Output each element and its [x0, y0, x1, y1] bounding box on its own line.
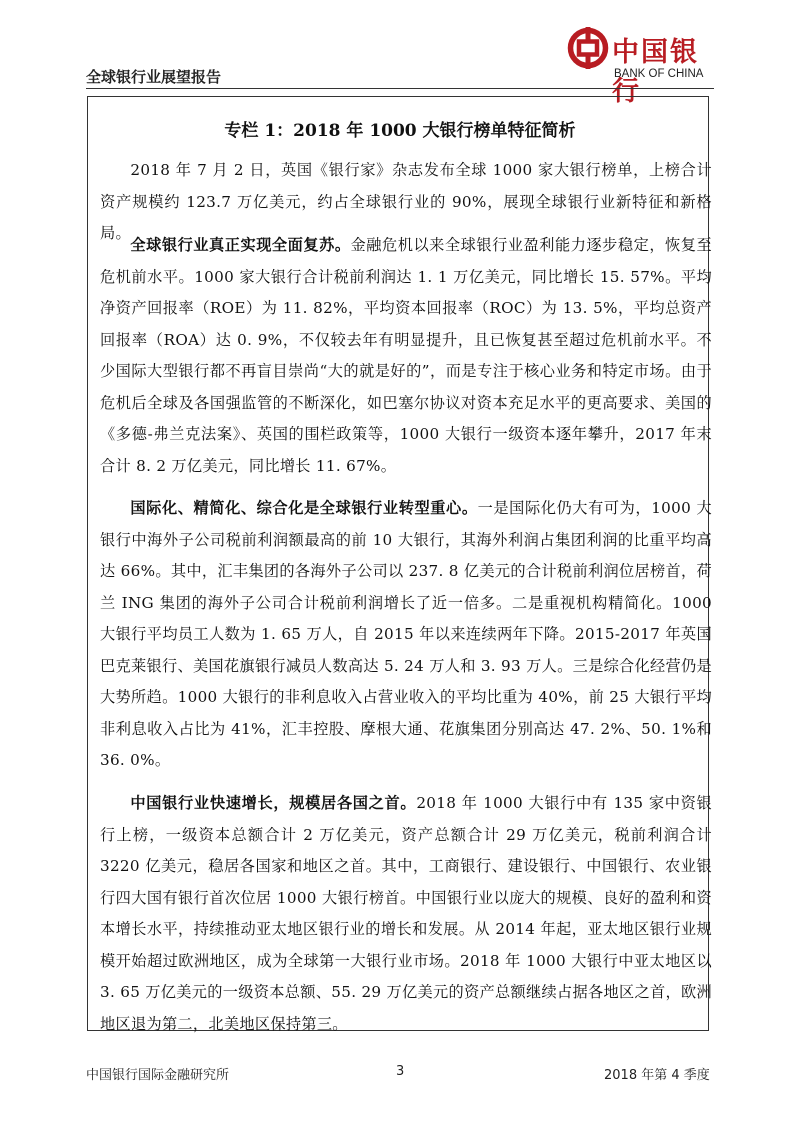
box-title: 专栏 1：2018 年 1000 大银行榜单特征简析: [224, 121, 576, 141]
paragraph-lead: 全球银行业真正实现全面复苏。: [130, 236, 351, 254]
logo-text: 中国银行: [612, 37, 699, 107]
footer-page-number: 3: [396, 1064, 405, 1079]
report-title: 全球银行业展望报告: [86, 68, 222, 86]
logo-subtext: BANK OF CHINA: [614, 68, 704, 80]
recovery-paragraph: [100, 230, 712, 482]
transformation-paragraph: [100, 493, 712, 777]
bank-of-china-emblem-icon: [566, 26, 610, 70]
footer-period: 2018 年第 4 季度: [604, 1068, 710, 1083]
paragraph-body: 金融危机以来全球银行业盈利能力逐步稳定，恢复至危机前水平。1000 家大银行合计税前利润达 1. 1 万亿美元，同比增长 15. 57%。平均净资产回报率（ROE）为 11. 82%，平均资本回报率（ROC）为 13. 5%，平均总资产回报率（ROA）达 0. 9%，不仅较去年有明显提升，且已恢复甚至超过危机前水平。不少国际大型银行都不再盲目崇尚“大的就是好的”，而是专注于核心业务和特定市场。由于危机后全球及各国强监管的不断深化，如巴塞尔协议对资本充足水平的更高要求、美国的《多德-弗兰克法案》、英国的围栏政策等，1000 大银行一级资本逐年攀升，2017 年末合计 8. 2 万亿美元，同比增长 11. 67%。: [100, 236, 712, 475]
paragraph-body: 2018 年 7 月 2 日，英国《银行家》杂志发布全球 1000 家大银行榜单，上榜合计资产规模约 123.7 万亿美元，约占全球银行业的 90%，展现全球银行业新特征和新格局。: [100, 161, 712, 242]
paragraph-lead: 国际化、精简化、综合化是全球银行业转型重心。: [130, 499, 478, 517]
footer-institute: 中国银行国际金融研究所: [86, 1068, 230, 1083]
header-divider: [86, 88, 714, 89]
paragraph-body: 2018 年 1000 大银行中有 135 家中资银行上榜，一级资本总额合计 2 万亿美元，资产总额合计 29 万亿美元，税前利润合计 3220 亿美元，稳居各国家和地区之首。其中，工商银行、建设银行、中国银行、农业银行四大国有银行首次位居 1000 大银行榜首。中国银行业以庞大的规模、良好的盈利和资本增长水平，持续推动亚太地区银行业的增长和发展。从 2014 年起，亚太地区银行业规模开始超过欧洲地区，成为全球第一大银行业市场。2018 年 1000 大银行中亚太地区以 3. 65 万亿美元的一级资本总额、55. 29 万亿美元的资产总额继续占据各地区之首，欧洲地区退为第二，北美地区保持第三。: [100, 794, 712, 1033]
paragraph-body: 一是国际化仍大有可为，1000 大银行中海外子公司税前利润额最高的前 10 大银行，其海外利润占集团利润的比重平均高达 66%。其中，汇丰集团的各海外子公司以 237. 8 亿美元的合计税前利润位居榜首，荷兰 ING 集团的海外子公司合计税前利润增长了近一倍多。二是重视机构精简化。1000 大银行平均员工人数为 1. 65 万人，自 2015 年以来连续两年下降。2015-2017 年英国巴克莱银行、美国花旗银行减员人数高达 5. 24 万人和 3. 93 万人。三是综合化经营仍是大势所趋。1000 大银行的非利息收入占营业收入的平均比重为 40%，前 25 大银行平均非利息收入占比为 41%，汇丰控股、摩根大通、花旗集团分别高达 47. 2%、50. 1%和 36. 0%。: [100, 499, 712, 769]
bank-logo: [566, 26, 726, 107]
china-growth-paragraph: [100, 788, 712, 1040]
paragraph-lead: 中国银行业快速增长，规模居各国之首。: [130, 794, 417, 812]
